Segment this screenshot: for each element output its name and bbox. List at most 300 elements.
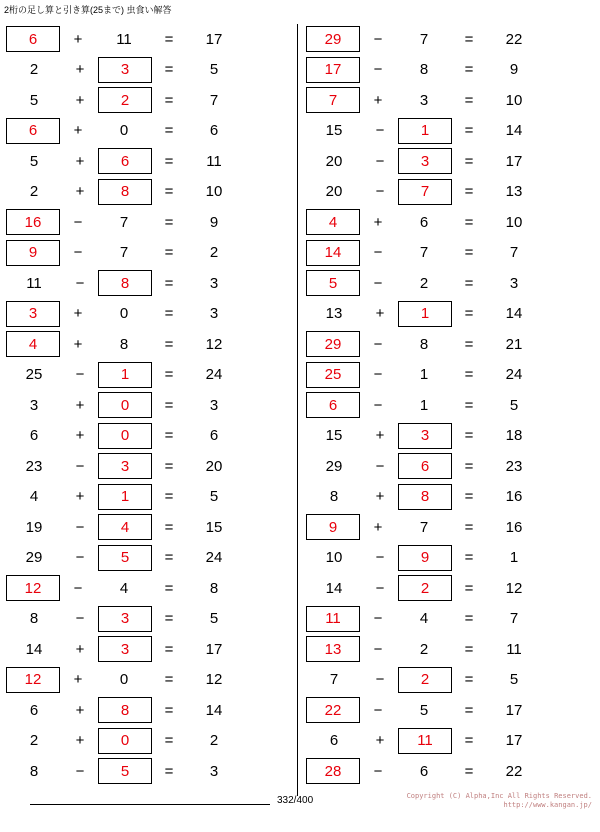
blank-answer-box[interactable]: 14 bbox=[306, 240, 360, 266]
equation-row bbox=[6, 726, 289, 757]
operator-symbol: + bbox=[375, 427, 385, 445]
copyright-line-2: http://www.kangan.jp/ bbox=[503, 801, 592, 809]
equals-symbol: = bbox=[464, 732, 474, 750]
equals-symbol: = bbox=[464, 671, 474, 689]
blank-answer-box[interactable]: 29 bbox=[306, 331, 360, 357]
result-value: 14 bbox=[505, 305, 523, 323]
equals-symbol: = bbox=[464, 213, 474, 231]
result-value: 5 bbox=[209, 488, 219, 506]
blank-answer-box[interactable]: 6 bbox=[398, 453, 452, 479]
equals-symbol: = bbox=[164, 305, 174, 323]
equation-row bbox=[306, 299, 589, 330]
blank-answer-box[interactable]: 5 bbox=[98, 545, 152, 571]
operand-a: 29 bbox=[25, 549, 43, 567]
operand-a: 25 bbox=[25, 366, 43, 384]
equals-symbol: = bbox=[164, 762, 174, 780]
right-column bbox=[306, 24, 589, 796]
equals-symbol: = bbox=[464, 640, 474, 658]
blank-answer-box[interactable]: 3 bbox=[98, 453, 152, 479]
equals-symbol: = bbox=[464, 427, 474, 445]
result-value: 20 bbox=[205, 457, 223, 475]
equals-symbol: = bbox=[164, 701, 174, 719]
equals-symbol: = bbox=[464, 61, 474, 79]
equation-row bbox=[306, 268, 589, 299]
equals-symbol: = bbox=[464, 366, 474, 384]
operand-a: 6 bbox=[29, 427, 39, 445]
result-value: 22 bbox=[505, 762, 523, 780]
operand-b: 7 bbox=[119, 244, 129, 262]
equation-row bbox=[306, 634, 589, 665]
operator-symbol: + bbox=[375, 732, 385, 750]
equals-symbol: = bbox=[464, 518, 474, 536]
blank-answer-box[interactable]: 12 bbox=[6, 575, 60, 601]
blank-answer-box[interactable]: 3 bbox=[98, 57, 152, 83]
equals-symbol: = bbox=[164, 457, 174, 475]
operand-b: 2 bbox=[419, 640, 429, 658]
operator-symbol: − bbox=[373, 61, 383, 79]
result-value: 24 bbox=[505, 366, 523, 384]
operator-symbol: − bbox=[373, 640, 383, 658]
equation-row bbox=[6, 756, 289, 787]
equals-symbol: = bbox=[164, 274, 174, 292]
result-value: 3 bbox=[209, 274, 219, 292]
blank-answer-box[interactable]: 11 bbox=[398, 728, 452, 754]
equation-row bbox=[306, 665, 589, 696]
equation-row bbox=[306, 573, 589, 604]
result-value: 14 bbox=[505, 122, 523, 140]
equation-row bbox=[306, 177, 589, 208]
equals-symbol: = bbox=[164, 335, 174, 353]
equals-symbol: = bbox=[464, 549, 474, 567]
operator-symbol: − bbox=[375, 152, 385, 170]
equals-symbol: = bbox=[464, 396, 474, 414]
operand-a: 2 bbox=[29, 61, 39, 79]
result-value: 21 bbox=[505, 335, 523, 353]
operand-a: 6 bbox=[329, 732, 339, 750]
operator-symbol: − bbox=[75, 366, 85, 384]
equals-symbol: = bbox=[464, 122, 474, 140]
operand-a: 20 bbox=[325, 183, 343, 201]
operand-a: 20 bbox=[325, 152, 343, 170]
operator-symbol: + bbox=[75, 61, 85, 79]
operand-b: 6 bbox=[419, 213, 429, 231]
result-value: 5 bbox=[509, 671, 519, 689]
equals-symbol: = bbox=[464, 579, 474, 597]
equation-row bbox=[6, 604, 289, 635]
result-value: 5 bbox=[209, 610, 219, 628]
blank-answer-box[interactable]: 22 bbox=[306, 697, 360, 723]
operator-symbol: + bbox=[75, 732, 85, 750]
operand-b: 2 bbox=[419, 274, 429, 292]
blank-answer-box[interactable]: 0 bbox=[98, 392, 152, 418]
result-value: 18 bbox=[505, 427, 523, 445]
operator-symbol: + bbox=[375, 305, 385, 323]
operand-a: 8 bbox=[29, 762, 39, 780]
result-value: 14 bbox=[205, 701, 223, 719]
operator-symbol: − bbox=[373, 30, 383, 48]
operand-a: 13 bbox=[325, 305, 343, 323]
operand-b: 4 bbox=[419, 610, 429, 628]
operator-symbol: − bbox=[373, 366, 383, 384]
equation-row bbox=[306, 512, 589, 543]
result-value: 6 bbox=[209, 427, 219, 445]
equation-row bbox=[306, 55, 589, 86]
result-value: 10 bbox=[505, 91, 523, 109]
blank-answer-box[interactable]: 4 bbox=[6, 331, 60, 357]
operator-symbol: − bbox=[375, 671, 385, 689]
result-value: 12 bbox=[205, 671, 223, 689]
blank-answer-box[interactable]: 16 bbox=[6, 209, 60, 235]
operand-b: 6 bbox=[419, 762, 429, 780]
blank-answer-box[interactable]: 3 bbox=[398, 148, 452, 174]
equals-symbol: = bbox=[164, 671, 174, 689]
equation-row bbox=[6, 543, 289, 574]
blank-answer-box[interactable]: 2 bbox=[98, 87, 152, 113]
equals-symbol: = bbox=[164, 366, 174, 384]
equation-row bbox=[6, 299, 289, 330]
equals-symbol: = bbox=[164, 213, 174, 231]
operand-b: 0 bbox=[119, 122, 129, 140]
blank-answer-box[interactable]: 1 bbox=[98, 484, 152, 510]
equation-row bbox=[6, 55, 289, 86]
operand-a: 5 bbox=[29, 91, 39, 109]
blank-answer-box[interactable]: 0 bbox=[98, 423, 152, 449]
operator-symbol: + bbox=[373, 91, 383, 109]
blank-answer-box[interactable]: 5 bbox=[306, 270, 360, 296]
blank-answer-box[interactable]: 6 bbox=[6, 26, 60, 52]
result-value: 16 bbox=[505, 488, 523, 506]
equation-row bbox=[306, 146, 589, 177]
equation-row bbox=[306, 726, 589, 757]
result-value: 5 bbox=[209, 61, 219, 79]
operand-b: 7 bbox=[119, 213, 129, 231]
operator-symbol: + bbox=[73, 671, 83, 689]
blank-answer-box[interactable]: 8 bbox=[398, 484, 452, 510]
operand-a: 11 bbox=[26, 274, 42, 292]
blank-answer-box[interactable]: 6 bbox=[6, 118, 60, 144]
result-value: 2 bbox=[209, 244, 219, 262]
operator-symbol: + bbox=[375, 488, 385, 506]
equals-symbol: = bbox=[164, 640, 174, 658]
operator-symbol: + bbox=[73, 122, 83, 140]
blank-answer-box[interactable]: 8 bbox=[98, 179, 152, 205]
result-value: 5 bbox=[509, 396, 519, 414]
equals-symbol: = bbox=[164, 91, 174, 109]
equals-symbol: = bbox=[164, 152, 174, 170]
operator-symbol: − bbox=[373, 396, 383, 414]
equation-row bbox=[306, 421, 589, 452]
operator-symbol: − bbox=[373, 610, 383, 628]
blank-answer-box[interactable]: 28 bbox=[306, 758, 360, 784]
equals-symbol: = bbox=[164, 427, 174, 445]
operator-symbol: + bbox=[75, 488, 85, 506]
operator-symbol: − bbox=[375, 549, 385, 567]
equation-row bbox=[6, 116, 289, 147]
blank-answer-box[interactable]: 7 bbox=[306, 87, 360, 113]
blank-answer-box[interactable]: 1 bbox=[398, 118, 452, 144]
blank-answer-box[interactable]: 25 bbox=[306, 362, 360, 388]
operator-symbol: − bbox=[375, 122, 385, 140]
operator-symbol: − bbox=[373, 701, 383, 719]
operand-a: 2 bbox=[29, 732, 39, 750]
result-value: 3 bbox=[209, 305, 219, 323]
equation-row bbox=[6, 451, 289, 482]
operator-symbol: − bbox=[73, 579, 83, 597]
result-value: 9 bbox=[209, 213, 219, 231]
page-number: 332/400 bbox=[277, 795, 314, 806]
operator-symbol: − bbox=[373, 274, 383, 292]
blank-answer-box[interactable]: 3 bbox=[98, 606, 152, 632]
blank-answer-box[interactable]: 3 bbox=[98, 636, 152, 662]
operator-symbol: + bbox=[73, 335, 83, 353]
equation-row bbox=[306, 451, 589, 482]
equation-row bbox=[6, 146, 289, 177]
blank-answer-box[interactable]: 2 bbox=[398, 575, 452, 601]
operand-b: 1 bbox=[419, 396, 429, 414]
operand-b: 5 bbox=[419, 701, 429, 719]
equals-symbol: = bbox=[164, 579, 174, 597]
worksheet-columns bbox=[0, 24, 600, 796]
blank-answer-box[interactable]: 13 bbox=[306, 636, 360, 662]
equals-symbol: = bbox=[164, 396, 174, 414]
operator-symbol: + bbox=[75, 396, 85, 414]
operand-b: 8 bbox=[419, 61, 429, 79]
result-value: 17 bbox=[505, 701, 523, 719]
blank-answer-box[interactable]: 11 bbox=[306, 606, 360, 632]
operand-a: 2 bbox=[29, 183, 39, 201]
operand-a: 4 bbox=[29, 488, 39, 506]
operand-a: 15 bbox=[325, 427, 343, 445]
equals-symbol: = bbox=[464, 457, 474, 475]
operand-b: 11 bbox=[116, 30, 132, 48]
equation-row bbox=[6, 695, 289, 726]
equals-symbol: = bbox=[464, 488, 474, 506]
equals-symbol: = bbox=[164, 518, 174, 536]
equation-row bbox=[306, 695, 589, 726]
equals-symbol: = bbox=[464, 762, 474, 780]
equation-row bbox=[6, 329, 289, 360]
equals-symbol: = bbox=[164, 30, 174, 48]
blank-answer-box[interactable]: 3 bbox=[6, 301, 60, 327]
operator-symbol: − bbox=[375, 457, 385, 475]
operand-a: 5 bbox=[29, 152, 39, 170]
result-value: 15 bbox=[205, 518, 223, 536]
equals-symbol: = bbox=[164, 61, 174, 79]
operand-b: 3 bbox=[419, 91, 429, 109]
equation-row bbox=[6, 482, 289, 513]
equals-symbol: = bbox=[164, 488, 174, 506]
equals-symbol: = bbox=[164, 183, 174, 201]
result-value: 12 bbox=[505, 579, 523, 597]
left-column bbox=[6, 24, 289, 796]
footer-rule bbox=[30, 804, 270, 805]
blank-answer-box[interactable]: 2 bbox=[398, 667, 452, 693]
equation-row bbox=[6, 85, 289, 116]
blank-answer-box[interactable]: 29 bbox=[306, 26, 360, 52]
equals-symbol: = bbox=[464, 610, 474, 628]
equation-row bbox=[6, 665, 289, 696]
operand-b: 8 bbox=[419, 335, 429, 353]
result-value: 3 bbox=[209, 762, 219, 780]
result-value: 8 bbox=[209, 579, 219, 597]
equation-row bbox=[306, 207, 589, 238]
equation-row bbox=[306, 756, 589, 787]
page-title: 2桁の足し算と引き算(25まで) 虫食い解答 bbox=[4, 5, 172, 15]
blank-answer-box[interactable]: 9 bbox=[398, 545, 452, 571]
operator-symbol: + bbox=[373, 518, 383, 536]
blank-answer-box[interactable]: 7 bbox=[398, 179, 452, 205]
result-value: 10 bbox=[505, 213, 523, 231]
operand-b: 0 bbox=[119, 305, 129, 323]
equals-symbol: = bbox=[464, 91, 474, 109]
equation-row bbox=[6, 207, 289, 238]
operator-symbol: + bbox=[73, 305, 83, 323]
blank-answer-box[interactable]: 0 bbox=[98, 728, 152, 754]
operator-symbol: − bbox=[373, 762, 383, 780]
operator-symbol: + bbox=[75, 427, 85, 445]
operator-symbol: − bbox=[373, 335, 383, 353]
blank-answer-box[interactable]: 1 bbox=[98, 362, 152, 388]
operand-a: 8 bbox=[29, 610, 39, 628]
equation-row bbox=[6, 390, 289, 421]
blank-answer-box[interactable]: 1 bbox=[398, 301, 452, 327]
blank-answer-box[interactable]: 9 bbox=[306, 514, 360, 540]
equals-symbol: = bbox=[464, 183, 474, 201]
operand-b: 4 bbox=[119, 579, 129, 597]
result-value: 10 bbox=[205, 183, 223, 201]
operator-symbol: − bbox=[73, 213, 83, 231]
result-value: 1 bbox=[509, 549, 519, 567]
operand-a: 10 bbox=[325, 549, 343, 567]
equals-symbol: = bbox=[464, 30, 474, 48]
operator-symbol: + bbox=[73, 30, 83, 48]
result-value: 7 bbox=[209, 91, 219, 109]
equation-row bbox=[306, 543, 589, 574]
equals-symbol: = bbox=[164, 610, 174, 628]
operator-symbol: + bbox=[373, 213, 383, 231]
equals-symbol: = bbox=[164, 122, 174, 140]
operator-symbol: − bbox=[75, 518, 85, 536]
operand-b: 7 bbox=[419, 244, 429, 262]
operand-b: 0 bbox=[119, 671, 129, 689]
result-value: 17 bbox=[205, 30, 223, 48]
equation-row bbox=[6, 268, 289, 299]
result-value: 2 bbox=[209, 732, 219, 750]
equals-symbol: = bbox=[464, 152, 474, 170]
equation-row bbox=[306, 329, 589, 360]
blank-answer-box[interactable]: 6 bbox=[98, 148, 152, 174]
blank-answer-box[interactable]: 12 bbox=[6, 667, 60, 693]
operator-symbol: − bbox=[75, 274, 85, 292]
operator-symbol: + bbox=[75, 152, 85, 170]
operator-symbol: + bbox=[75, 91, 85, 109]
result-value: 3 bbox=[509, 274, 519, 292]
blank-answer-box[interactable]: 9 bbox=[6, 240, 60, 266]
result-value: 9 bbox=[509, 61, 519, 79]
operand-a: 23 bbox=[25, 457, 43, 475]
equals-symbol: = bbox=[164, 732, 174, 750]
blank-answer-box[interactable]: 8 bbox=[98, 697, 152, 723]
equals-symbol: = bbox=[464, 274, 474, 292]
operator-symbol: − bbox=[75, 762, 85, 780]
equation-row bbox=[6, 177, 289, 208]
equation-row bbox=[306, 116, 589, 147]
equals-symbol: = bbox=[464, 701, 474, 719]
result-value: 17 bbox=[505, 732, 523, 750]
operator-symbol: + bbox=[75, 640, 85, 658]
equation-row bbox=[306, 238, 589, 269]
operand-a: 3 bbox=[29, 396, 39, 414]
operand-b: 8 bbox=[119, 335, 129, 353]
equation-row bbox=[306, 24, 589, 55]
result-value: 17 bbox=[205, 640, 223, 658]
operator-symbol: − bbox=[75, 457, 85, 475]
equation-row bbox=[6, 421, 289, 452]
operator-symbol: − bbox=[75, 549, 85, 567]
result-value: 6 bbox=[209, 122, 219, 140]
result-value: 23 bbox=[505, 457, 523, 475]
blank-answer-box[interactable]: 6 bbox=[306, 392, 360, 418]
operator-symbol: + bbox=[75, 183, 85, 201]
operand-a: 29 bbox=[325, 457, 343, 475]
operand-a: 15 bbox=[325, 122, 343, 140]
equation-row bbox=[306, 360, 589, 391]
result-value: 7 bbox=[509, 244, 519, 262]
equation-row bbox=[6, 360, 289, 391]
result-value: 24 bbox=[205, 549, 223, 567]
operand-a: 7 bbox=[329, 671, 339, 689]
equation-row bbox=[306, 604, 589, 635]
column-divider bbox=[297, 24, 298, 796]
operator-symbol: − bbox=[375, 579, 385, 597]
equation-row bbox=[306, 390, 589, 421]
blank-answer-box[interactable]: 5 bbox=[98, 758, 152, 784]
equation-row bbox=[6, 24, 289, 55]
result-value: 24 bbox=[205, 366, 223, 384]
equation-row bbox=[306, 482, 589, 513]
result-value: 11 bbox=[206, 152, 222, 170]
operand-b: 1 bbox=[419, 366, 429, 384]
blank-answer-box[interactable]: 17 bbox=[306, 57, 360, 83]
equation-row bbox=[6, 238, 289, 269]
equation-row bbox=[306, 85, 589, 116]
equals-symbol: = bbox=[164, 549, 174, 567]
result-value: 17 bbox=[505, 152, 523, 170]
blank-answer-box[interactable]: 4 bbox=[306, 209, 360, 235]
equals-symbol: = bbox=[464, 335, 474, 353]
result-value: 12 bbox=[205, 335, 223, 353]
operator-symbol: − bbox=[375, 183, 385, 201]
operand-a: 14 bbox=[25, 640, 43, 658]
copyright-notice bbox=[407, 792, 592, 810]
operator-symbol: + bbox=[75, 701, 85, 719]
operator-symbol: − bbox=[73, 244, 83, 262]
operator-symbol: − bbox=[373, 244, 383, 262]
result-value: 13 bbox=[505, 183, 523, 201]
operand-b: 7 bbox=[419, 518, 429, 536]
blank-answer-box[interactable]: 3 bbox=[398, 423, 452, 449]
copyright-line-1: Copyright (C) Alpha,Inc All Rights Reserved. bbox=[406, 792, 592, 800]
operand-b: 7 bbox=[419, 30, 429, 48]
blank-answer-box[interactable]: 4 bbox=[98, 514, 152, 540]
operand-a: 19 bbox=[25, 518, 43, 536]
result-value: 16 bbox=[505, 518, 523, 536]
equals-symbol: = bbox=[164, 244, 174, 262]
blank-answer-box[interactable]: 8 bbox=[98, 270, 152, 296]
result-value: 22 bbox=[505, 30, 523, 48]
equation-row bbox=[6, 573, 289, 604]
result-value: 11 bbox=[506, 640, 522, 658]
